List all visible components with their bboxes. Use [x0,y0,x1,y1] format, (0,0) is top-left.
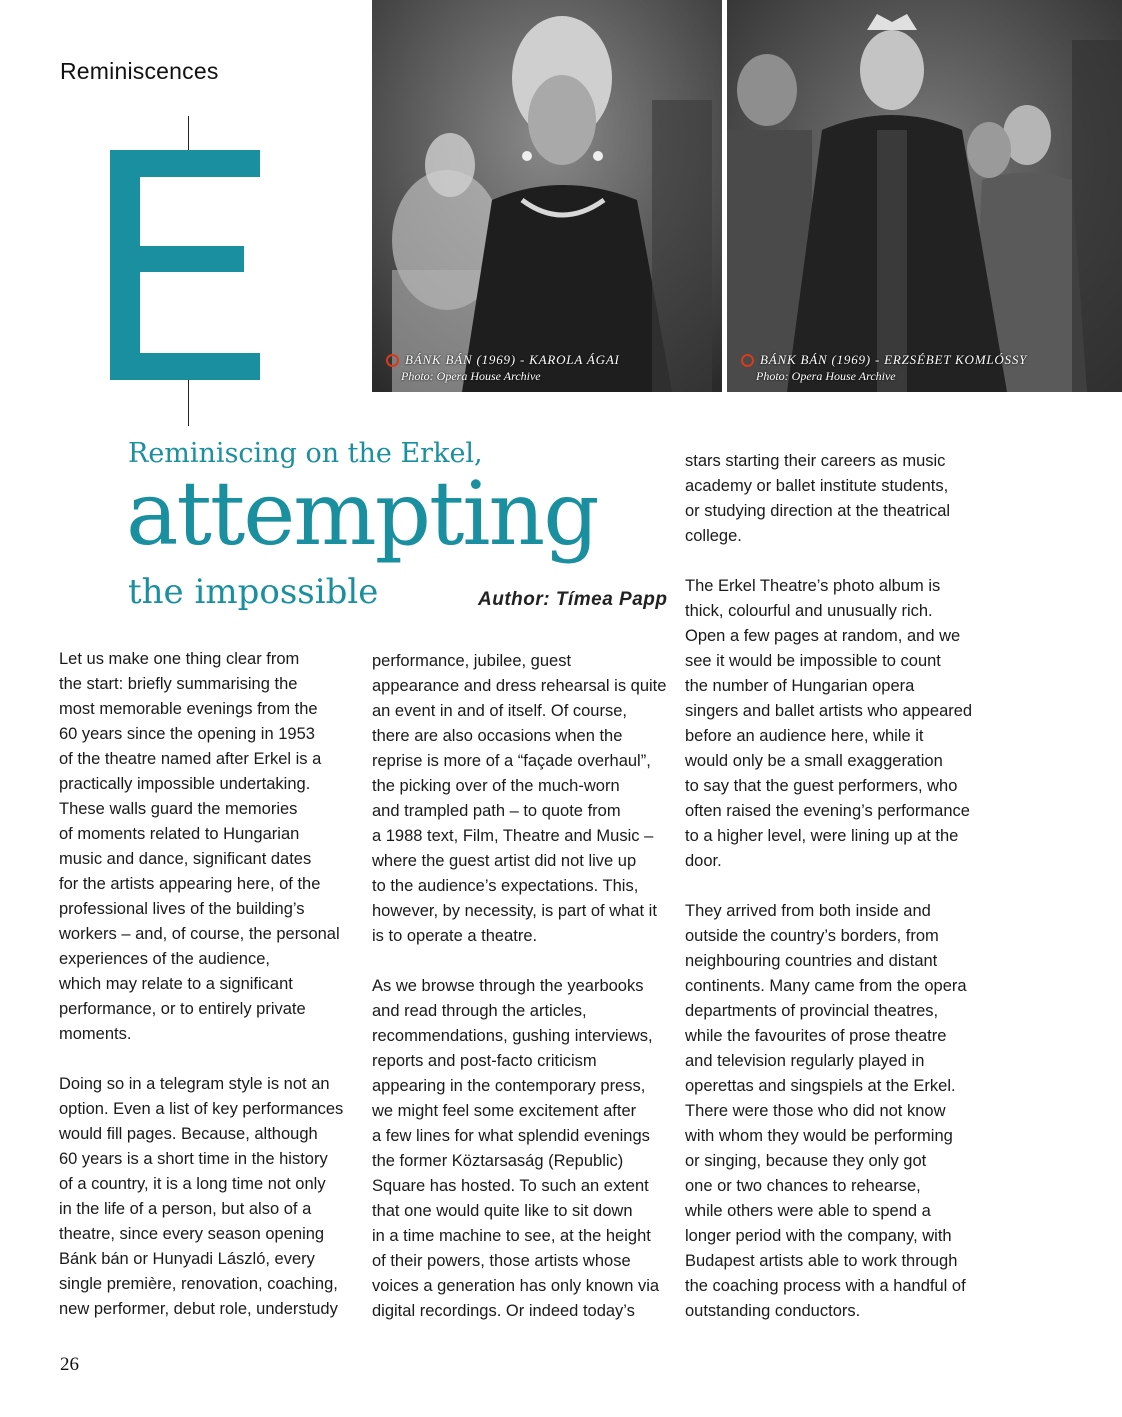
body-line: while the favourites of prose theatre [685,1027,947,1045]
body-line: stars starting their careers as music [685,452,946,470]
body-line: professional lives of the building’s [59,900,305,918]
body-line: Square has hosted. To such an extent [372,1177,649,1195]
caption-title: BÁNK BÁN (1969) - ERZSÉBET KOMLÓSSY [760,352,1028,367]
body-line: There were those who did not know [685,1102,946,1120]
caption-credit: Photo: Opera House Archive [756,369,896,383]
body-line: thick, colourful and unusually rich. [685,602,933,620]
body-line: a few lines for what splendid evenings [372,1127,650,1145]
section-title: Reminiscences [60,58,219,84]
body-line: neighbouring countries and distant [685,952,938,970]
body-column-1 [59,647,359,1322]
body-line: Open a few pages at random, and we [685,627,961,645]
body-line: college. [685,527,742,545]
body-line: the start: briefly summarising the [59,675,298,693]
body-line: experiences of the audience, [59,950,270,968]
photo-caption-1 [386,352,620,384]
body-line: for the artists appearing here, of the [59,875,321,893]
body-line: where the guest artist did not live up [372,852,637,870]
body-line: continents. Many came from the opera [685,977,967,995]
body-line: which may relate to a significant [59,975,293,993]
body-line: Let us make one thing clear from [59,650,300,668]
body-line: and trampled path – to quote from [372,802,621,820]
body-line: departments of provincial theatres, [685,1002,939,1020]
body-line: performance, or to entirely private [59,1000,306,1018]
body-line: voices a generation has only known via [372,1277,660,1295]
body-line: moments. [59,1025,132,1043]
paragraph-break [685,874,990,899]
photo-karola-agai [372,0,722,392]
body-line: The Erkel Theatre’s photo album is [685,577,941,595]
paragraph-break [59,1047,359,1072]
body-line: singers and ballet artists who appeared [685,702,973,720]
body-line: new performer, debut role, understudy [59,1300,338,1318]
body-line: Bánk bán or Hunyadi László, every [59,1250,315,1268]
body-line: practically impossible undertaking. [59,775,311,793]
body-line: 60 years is a short time in the history [59,1150,328,1168]
body-line: in the life of a person, but also of a [59,1200,312,1218]
body-line: longer period with the company, with [685,1227,952,1245]
body-line: the coaching process with a handful of [685,1277,966,1295]
body-line: of the theatre named after Erkel is a [59,750,322,768]
body-line: of moments related to Hungarian [59,825,300,843]
body-line: reports and post-facto criticism [372,1052,597,1070]
body-line: music and dance, significant dates [59,850,312,868]
body-line: They arrived from both inside and [685,902,931,920]
caption-title: BÁNK BÁN (1969) - KAROLA ÁGAI [405,352,620,367]
body-line: see it would be impossible to count [685,652,941,670]
headline-line-1: Reminiscing on the Erkel, [128,438,483,469]
body-line: academy or ballet institute students, [685,477,949,495]
body-line: would fill pages. Because, although [59,1125,318,1143]
body-line: before an audience here, while it [685,727,924,745]
body-column-2 [372,649,677,1324]
body-line: most memorable evenings from the [59,700,318,718]
body-line: a 1988 text, Film, Theatre and Music – [372,827,654,845]
photo-caption-2 [741,352,1027,384]
body-line: would only be a small exaggeration [685,752,943,770]
paragraph-break [372,949,677,974]
body-line: appearing in the contemporary press, [372,1077,646,1095]
body-line: to a higher level, were lining up at the [685,827,959,845]
body-line: and television regularly played in [685,1052,925,1070]
body-column-3 [685,449,990,1324]
headline-line-3: the impossible [128,572,379,612]
body-line: with whom they would be performing [685,1127,953,1145]
body-line: an event in and of itself. Of course, [372,702,627,720]
body-line: we might feel some excitement after [372,1102,637,1120]
body-line: of their powers, those artists whose [372,1252,631,1270]
body-line: there are also occasions when the [372,727,623,745]
decorative-rule-bottom [188,374,189,426]
body-line: one or two chances to rehearse, [685,1177,921,1195]
body-line: option. Even a list of key performances [59,1100,344,1118]
body-line: outside the country’s borders, from [685,927,939,945]
body-line: is to operate a theatre. [372,927,538,945]
body-line: digital recordings. Or indeed today’s [372,1302,635,1320]
body-line: door. [685,852,722,870]
body-line: theatre, since every season opening [59,1225,325,1243]
page-number: 26 [60,1354,79,1375]
paragraph-break [685,549,990,574]
body-line: to the audience’s expectations. This, [372,877,639,895]
photo-erzsebet-komlossy [727,0,1122,392]
body-line: and read through the articles, [372,1002,587,1020]
body-line: while others were able to spend a [685,1202,931,1220]
body-line: 60 years since the opening in 1953 [59,725,315,743]
author-credit: Author: Tímea Papp [478,589,668,610]
body-line: These walls guard the memories [59,800,298,818]
body-line: reprise is more of a “façade overhaul”, [372,752,651,770]
body-line: to say that the guest performers, who [685,777,958,795]
body-line: As we browse through the yearbooks [372,977,644,995]
body-line: single première, renovation, coaching, [59,1275,338,1293]
body-line: or singing, because they only got [685,1152,927,1170]
body-line: of a country, it is a long time not only [59,1175,326,1193]
headline-line-2: attempting [126,462,598,565]
body-line: outstanding conductors. [685,1302,861,1320]
body-line: however, by necessity, is part of what it [372,902,657,920]
body-line: or studying direction at the theatrical [685,502,951,520]
body-line: Doing so in a telegram style is not an [59,1075,330,1093]
body-line: in a time machine to see, at the height [372,1227,651,1245]
body-line: operettas and singspiels at the Erkel. [685,1077,956,1095]
body-line: often raised the evening’s performance [685,802,970,820]
drop-cap-e [110,150,260,380]
body-line: the number of Hungarian opera [685,677,915,695]
caption-marker-icon [741,354,754,367]
body-line: performance, jubilee, guest [372,652,572,670]
body-line: the former Köztarsaság (Republic) [372,1152,624,1170]
caption-credit: Photo: Opera House Archive [401,369,541,383]
caption-marker-icon [386,354,399,367]
body-line: that one would quite like to sit down [372,1202,633,1220]
body-line: recommendations, gushing interviews, [372,1027,653,1045]
body-line: appearance and dress rehearsal is quite [372,677,667,695]
body-line: the picking over of the much-worn [372,777,620,795]
body-line: Budapest artists able to work through [685,1252,958,1270]
body-line: workers – and, of course, the personal [59,925,340,943]
